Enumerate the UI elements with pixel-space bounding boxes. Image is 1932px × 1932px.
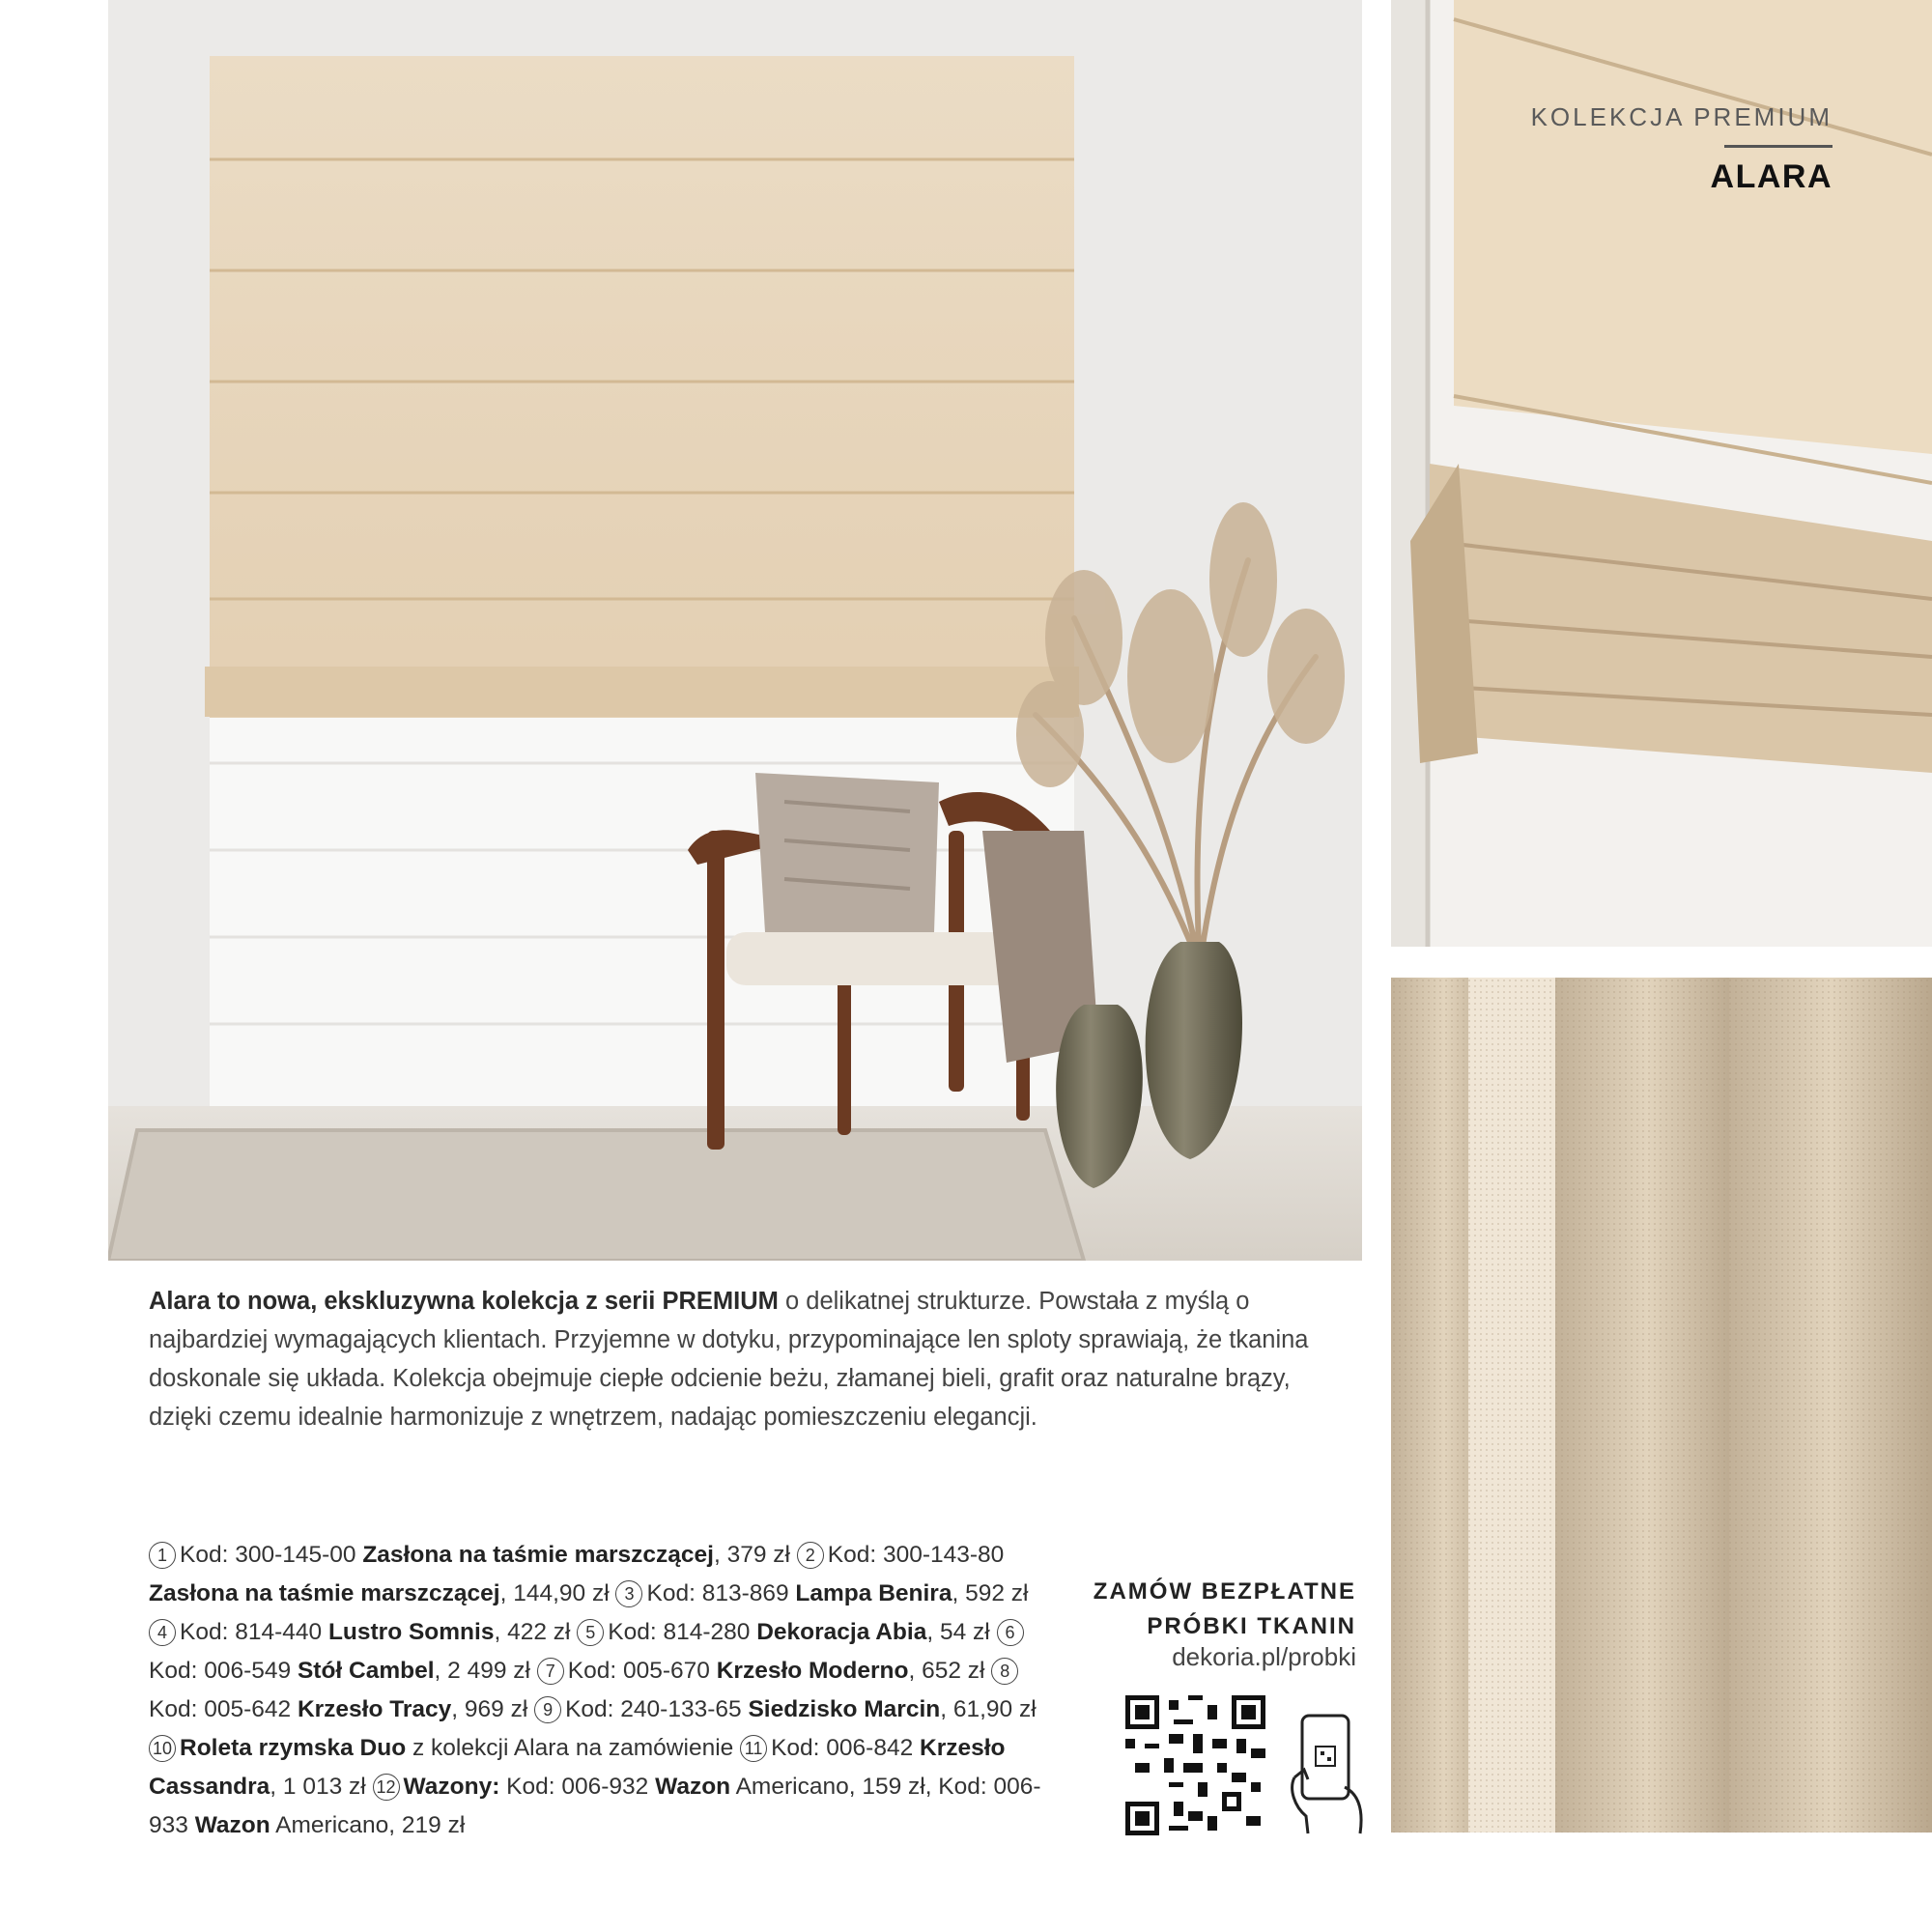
collection-title: ALARA bbox=[1710, 158, 1833, 195]
item-number: 8 bbox=[991, 1658, 1018, 1685]
samples-link[interactable]: dekoria.pl/probki bbox=[1172, 1642, 1356, 1671]
list-item bbox=[149, 1619, 577, 1645]
product-list bbox=[149, 1536, 1047, 1845]
item-name: Wazon bbox=[655, 1774, 731, 1800]
item-code: Kod: 006-549 bbox=[149, 1658, 292, 1684]
item-name: Stół Cambel bbox=[297, 1658, 435, 1684]
item-code: Kod: 005-670 bbox=[567, 1658, 710, 1684]
item-code: Kod: 814-280 bbox=[608, 1619, 751, 1645]
item-number: 11 bbox=[740, 1735, 767, 1762]
item-name: Lampa Benira bbox=[795, 1580, 952, 1606]
collection-kicker: KOLEKCJA PREMIUM bbox=[1530, 102, 1833, 131]
item-number: 9 bbox=[534, 1696, 561, 1723]
item-price: Kod: 006-932 bbox=[499, 1774, 649, 1800]
phone-scan-icon bbox=[1285, 1710, 1372, 1835]
heading-divider bbox=[1724, 145, 1833, 148]
item-code: Kod: 300-143-80 bbox=[827, 1542, 1005, 1568]
description-bold-intro: Alara to nowa, ekskluzywna kolekcja z serii PREMIUM bbox=[149, 1288, 779, 1315]
item-price: , 2 499 zł bbox=[434, 1658, 530, 1684]
item-price: Americano, 159 zł, Kod: 006-933 bbox=[149, 1774, 1041, 1838]
item-code: Kod: 814-440 bbox=[180, 1619, 323, 1645]
item-price: , 652 zł bbox=[908, 1658, 985, 1684]
item-number: 1 bbox=[149, 1542, 176, 1569]
item-price: , 969 zł bbox=[451, 1696, 528, 1722]
item-name: Wazony: bbox=[403, 1774, 500, 1800]
item-price: , 1 013 zł bbox=[270, 1774, 366, 1800]
item-price: Americano, 219 zł bbox=[270, 1812, 466, 1838]
item-name: Zasłona na taśmie marszczącej bbox=[149, 1580, 500, 1606]
item-price: , 422 zł bbox=[494, 1619, 571, 1645]
item-number: 2 bbox=[797, 1542, 824, 1569]
item-code: Kod: 005-642 bbox=[149, 1696, 292, 1722]
item-name: Lustro Somnis bbox=[327, 1619, 495, 1645]
item-name: Wazon bbox=[194, 1812, 270, 1838]
list-item bbox=[149, 1542, 797, 1568]
item-name: Dekoracja Abia bbox=[756, 1619, 927, 1645]
room-photo bbox=[108, 0, 1362, 1261]
item-number: 12 bbox=[373, 1774, 400, 1801]
description-text: o delikatnej strukturze. Powstała z myślą o najbardziej wymagających klientach. Przyjemne w dotyku, przypominające len sploty sprawiają, że tkanina doskonale się układa. Kolekcja obejmuje ciepłe odcienie beżu, złamanej bieli, grafit oraz naturalne brązy, dzięki czemu idealnie harmonizuje z wnętrzem, nadając pomieszczeniu elegancji. bbox=[149, 1288, 1309, 1431]
list-item bbox=[373, 1774, 656, 1800]
item-number: 10 bbox=[149, 1735, 176, 1762]
item-code: Kod: 300-145-00 bbox=[180, 1542, 356, 1568]
item-number: 6 bbox=[997, 1619, 1024, 1646]
item-code: Kod: 813-869 bbox=[646, 1580, 789, 1606]
item-price: , 144,90 zł bbox=[499, 1580, 610, 1606]
shade-detail-photo bbox=[1391, 0, 1932, 947]
qr-code[interactable] bbox=[1125, 1695, 1265, 1835]
item-name: Krzesło Tracy bbox=[297, 1696, 452, 1722]
item-code: Kod: 240-133-65 bbox=[565, 1696, 742, 1722]
item-name: Roleta rzymska Duo bbox=[180, 1735, 407, 1761]
cta-line-2: PRÓBKI TKANIN bbox=[1147, 1613, 1356, 1639]
item-price: z kolekcji Alara na zamówienie bbox=[406, 1735, 734, 1761]
item-number: 5 bbox=[577, 1619, 604, 1646]
item-name: Zasłona na taśmie marszczącej bbox=[362, 1542, 714, 1568]
item-code: Kod: 006-842 bbox=[771, 1735, 914, 1761]
list-item bbox=[149, 1735, 740, 1761]
item-number: 7 bbox=[537, 1658, 564, 1685]
list-item bbox=[537, 1658, 992, 1684]
collection-description bbox=[149, 1282, 1337, 1436]
item-price: , 61,90 zł bbox=[940, 1696, 1037, 1722]
list-item bbox=[577, 1619, 996, 1645]
list-item bbox=[534, 1696, 1037, 1722]
item-price: , 592 zł bbox=[952, 1580, 1029, 1606]
item-number: 3 bbox=[615, 1580, 642, 1607]
cta-line-1: ZAMÓW BEZPŁATNE bbox=[1093, 1578, 1356, 1605]
fabric-texture-photo bbox=[1391, 978, 1932, 1833]
item-name: Krzesło Moderno bbox=[716, 1658, 909, 1684]
item-number: 4 bbox=[149, 1619, 176, 1646]
item-name: Krzesło Cassandra bbox=[149, 1735, 1006, 1800]
item-name: Siedzisko Marcin bbox=[748, 1696, 941, 1722]
item-price: , 54 zł bbox=[926, 1619, 990, 1645]
list-item bbox=[615, 1580, 1028, 1606]
item-price: , 379 zł bbox=[713, 1542, 790, 1568]
